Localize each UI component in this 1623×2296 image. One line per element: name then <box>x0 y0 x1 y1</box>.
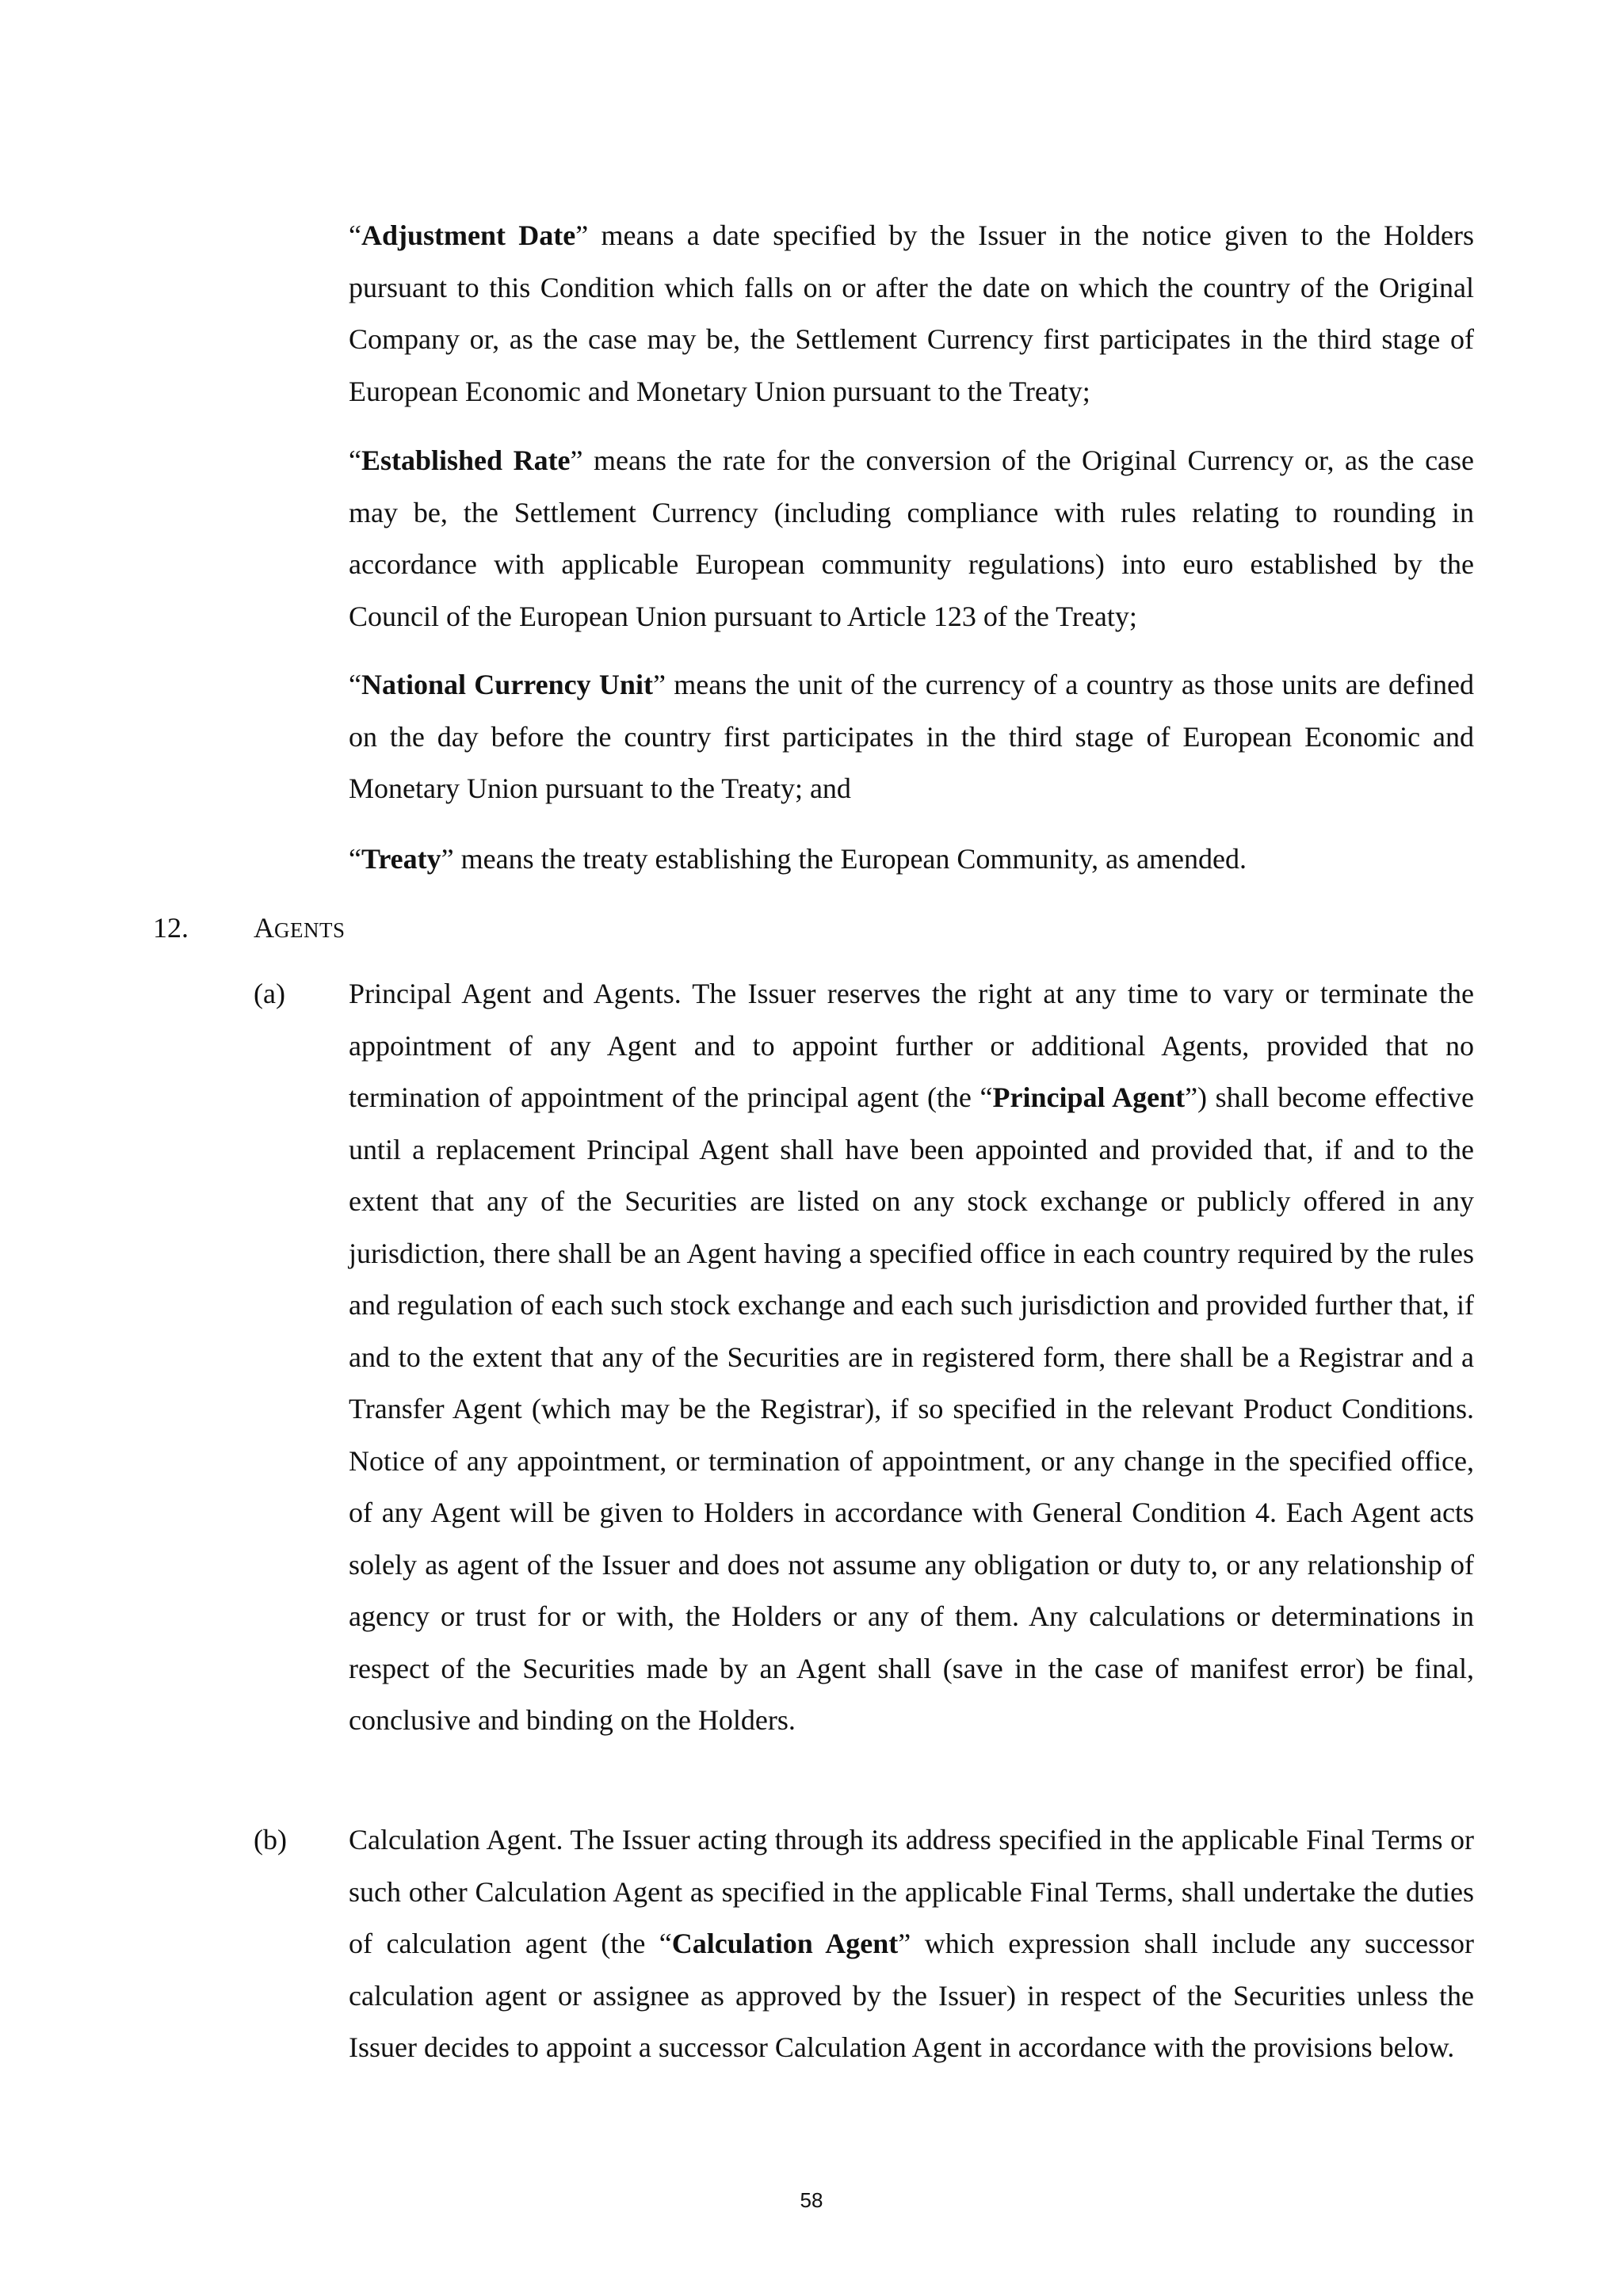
definition-text: means the treaty establishing the European Community, as amended. <box>453 843 1247 875</box>
defined-term: Treaty <box>361 843 441 875</box>
definition-national-currency-unit: “National Currency Unit” means the unit of the currency of a country as those units are defined on the day before the country first participates in the third stage of European Economic and Monetary Union pursuant to the Treaty; and <box>349 669 1475 804</box>
defined-term: Calculation Agent <box>671 1928 899 1959</box>
definition-treaty: “Treaty” means the treaty establishing the European Community, as amended. <box>349 843 1247 875</box>
section-title: AGENTS <box>254 912 346 944</box>
defined-term: Established Rate <box>361 444 571 476</box>
item-label-a: (a) <box>254 978 285 1009</box>
page-number: 58 <box>800 2188 823 2212</box>
section-number: 12. <box>153 912 189 944</box>
defined-term: National Currency Unit <box>361 669 653 700</box>
item-calculation-agent: Calculation Agent. The Issuer acting through its address specified in the applicable Final Terms or such other Calculation Agent as specified in the applicable Final Terms, shall undertake the duties of calculation agent (the “Calculation Agent” which expression shall include any successor calculation agent or assignee as approved by the Issuer) in respect of the Securities unless the Issuer decides to appoint a successor Calculation Agent in accordance with the provisions below. <box>349 1824 1474 2063</box>
definition-text: means the rate for the conversion of the Original Currency or, as the case may be, the Settlement Currency (including compliance with rules relating to rounding in accordance with applicable European community regulations) into euro established by the Council of the European Union pursuant to Article 123 of the Treaty; <box>349 444 1475 632</box>
definition-established-rate: “Established Rate” means the rate for the conversion of the Original Currency or, as the case may be, the Settlement Currency (including compliance with rules relating to rounding in accordance with applicable European community regulations) into euro established by the Council of the European Union pursuant to Article 123 of the Treaty; <box>349 444 1475 632</box>
defined-term: Principal Agent <box>992 1081 1186 1113</box>
defined-term: Adjustment Date <box>361 219 576 251</box>
item-label-b: (b) <box>254 1824 287 1855</box>
item-principal-agent: Principal Agent and Agents. The Issuer reserves the right at any time to vary or terminate the appointment of any Agent and to appoint further or additional Agents, provided that no termination of appointment of the principal agent (the “Principal Agent”) shall become effective until a replacement Principal Agent shall have been appointed and provided that, if and to the extent that any of the Securities are listed on any stock exchange or publicly offered in any jurisdiction, there shall be an Agent having a specified office in each country required by the rules and regulation of each such stock exchange and each such jurisdiction and provided further that, if and to the extent that any of the Securities are in registered form, there shall be a Registrar and a Transfer Agent (which may be the Registrar), if so specified in the relevant Product Conditions. Notice of any appointment, or termination of appointment, or any change in the specified office, of any Agent will be given to Holders in accordance with General Condition 4. Each Agent acts solely as agent of the Issuer and does not assume any obligation or duty to, or any relationship of agency or trust for or with, the Holders or any of them. Any calculations or determinations in respect of the Securities made by an Agent shall (save in the case of manifest error) be final, conclusive and binding on the Holders. <box>349 978 1474 1736</box>
definition-text: means the unit of the currency of a country as those units are defined on the day before the country first participates in the third stage of European Economic and Monetary Union pursuant to the Treaty; and <box>349 669 1475 804</box>
definition-adjustment-date: “Adjustment Date” means a date specified by the Issuer in the notice given to the Holders pursuant to this Condition which falls on or after the date on which the country of the Original Company or, as the case may be, the Settlement Currency first participates in the third stage of European Economic and Monetary Union pursuant to the Treaty; <box>349 219 1474 407</box>
definition-text: means a date specified by the Issuer in the notice given to the Holders pursuant to this Condition which falls on or after the date on which the country of the Original Company or, as the case may be, the Settlement Currency first participates in the third stage of European Economic and Monetary Union pursuant to the Treaty; <box>349 219 1474 407</box>
